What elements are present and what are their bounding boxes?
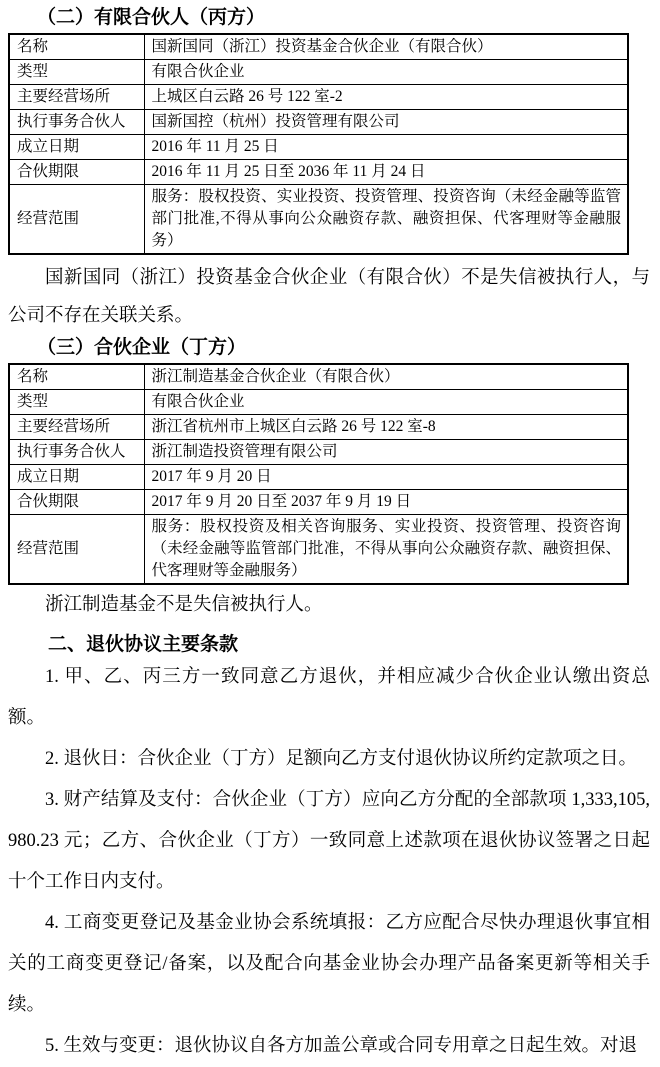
- row-value: 浙江制造基金合伙企业（有限合伙）: [144, 364, 628, 390]
- row-label: 名称: [9, 34, 144, 60]
- row-value: 2017 年 9 月 20 日至 2037 年 9 月 19 日: [144, 490, 628, 515]
- term-item-4: 4. 工商变更登记及基金业协会系统填报：乙方应配合尽快办理退伙事宜相关的工商变更登记/备案，以及配合向基金业协会办理产品备案更新等相关手续。: [8, 913, 650, 1015]
- table-row-partnership-term: [9, 160, 628, 185]
- row-value: 国新国同（浙江）投资基金合伙企业（有限合伙）: [144, 34, 628, 60]
- partnership-d-info-table: [8, 363, 629, 585]
- table-row-name: [9, 364, 628, 390]
- row-label: 执行事务合伙人: [9, 110, 144, 135]
- row-value: 有限合伙企业: [144, 60, 628, 85]
- row-value: 2016 年 11 月 25 日至 2036 年 11 月 24 日: [144, 160, 628, 185]
- table-row-business-scope: [9, 185, 628, 255]
- table-row-executive-partner: [9, 440, 628, 465]
- terms-heading: 二、退伙协议主要条款: [48, 634, 239, 655]
- partner-c-info-table: [8, 33, 629, 255]
- row-label: 合伙期限: [9, 490, 144, 515]
- table-row-established-date: [9, 465, 628, 490]
- row-label: 合伙期限: [9, 160, 144, 185]
- section-d-heading: （三）合伙企业（丁方）: [37, 337, 247, 358]
- row-label: 成立日期: [9, 135, 144, 160]
- row-label: 经营范围: [9, 185, 144, 255]
- table-row-address: [9, 85, 628, 110]
- row-value: 有限合伙企业: [144, 390, 628, 415]
- term-item-5: 5. 生效与变更：退伙协议自各方加盖公章或合同专用章之日起生效。对退: [45, 1036, 638, 1056]
- row-label: 类型: [9, 60, 144, 85]
- row-value: 2017 年 9 月 20 日: [144, 465, 628, 490]
- row-label: 主要经营场所: [9, 415, 144, 440]
- row-value: 服务：股权投资、实业投资、投资管理、投资咨询（未经金融等监管部门批准,不得从事向公众融资存款、融资担保、代客理财等金融服务）: [144, 185, 628, 255]
- table-row-business-scope: [9, 515, 628, 585]
- section-c-note: 国新国同（浙江）投资基金合伙企业（有限合伙）不是失信被执行人，与公司不存在关联关系。: [8, 268, 650, 326]
- section-c-heading: （二）有限合伙人（丙方）: [37, 7, 266, 28]
- table-row-name: [9, 34, 628, 60]
- table-row-partnership-term: [9, 490, 628, 515]
- row-label: 成立日期: [9, 465, 144, 490]
- row-label: 经营范围: [9, 515, 144, 585]
- row-value: 服务：股权投资及相关咨询服务、实业投资、投资管理、投资咨询（未经金融等监管部门批准，不得从事向公众融资存款、融资担保、代客理财等金融服务）: [144, 515, 628, 585]
- row-label: 执行事务合伙人: [9, 440, 144, 465]
- row-value: 2016 年 11 月 25 日: [144, 135, 628, 160]
- row-label: 类型: [9, 390, 144, 415]
- row-value: 浙江制造投资管理有限公司: [144, 440, 628, 465]
- table-row-established-date: [9, 135, 628, 160]
- row-value: 国新国控（杭州）投资管理有限公司: [144, 110, 628, 135]
- table-row-executive-partner: [9, 110, 628, 135]
- term-item-3: 3. 财产结算及支付：合伙企业（丁方）应向乙方分配的全部款项 1,333,105,980.23 元；乙方、合伙企业（丁方）一致同意上述款项在退伙协议签署之日起十个工作日内支付。: [8, 790, 650, 892]
- table-row-type: [9, 60, 628, 85]
- row-label: 名称: [9, 364, 144, 390]
- row-label: 主要经营场所: [9, 85, 144, 110]
- term-item-2: 2. 退伙日：合伙企业（丁方）足额向乙方支付退伙协议所约定款项之日。: [45, 749, 638, 769]
- row-value: 浙江省杭州市上城区白云路 26 号 122 室-8: [144, 415, 628, 440]
- row-value: 上城区白云路 26 号 122 室-2: [144, 85, 628, 110]
- section-d-note: 浙江制造基金不是失信被执行人。: [45, 595, 323, 615]
- table-row-address: [9, 415, 628, 440]
- table-row-type: [9, 390, 628, 415]
- term-item-1: 1. 甲、乙、丙三方一致同意乙方退伙，并相应减少合伙企业认缴出资总额。: [8, 667, 650, 728]
